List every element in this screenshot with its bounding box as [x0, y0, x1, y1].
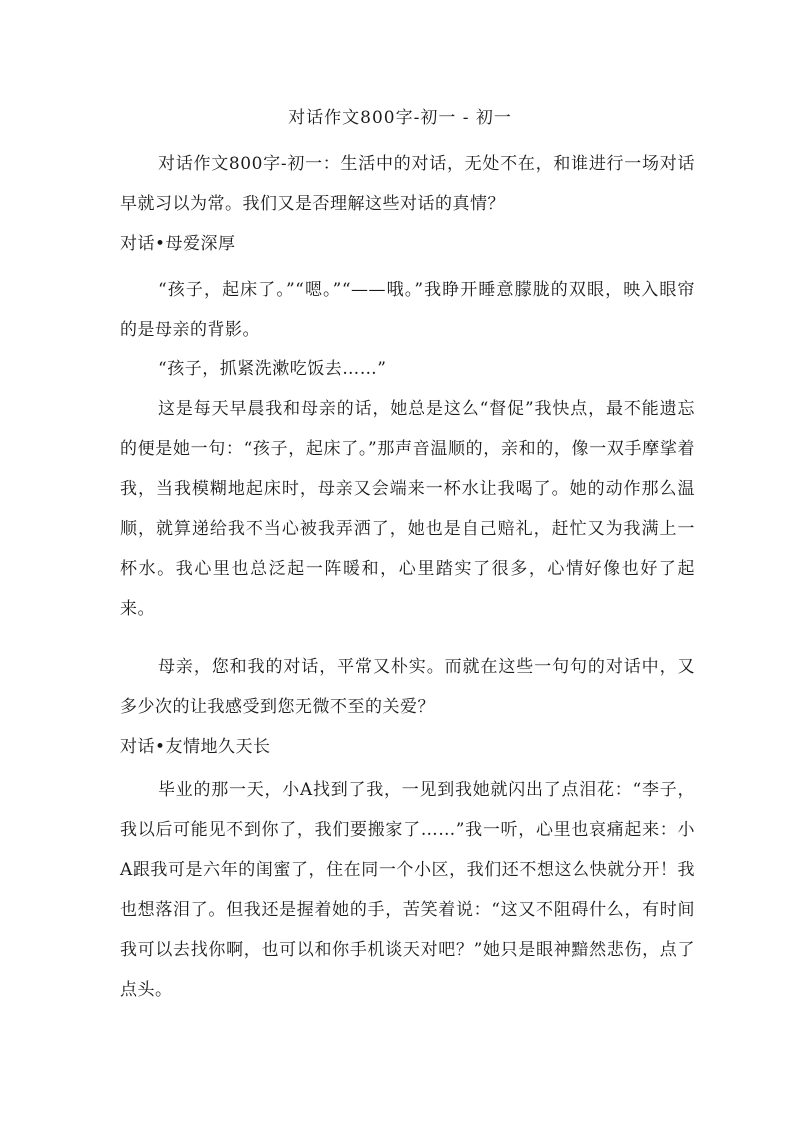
paragraph-mother-care: 这是每天早晨我和母亲的话，她总是这么“督促”我快点，最不能遗忘的便是她一句：“孩子，起床了。”那声音温顺的，亲和的，像一双手摩挲着我，当我模糊地起床时，母亲又会端来一杯水让我喝了。她的动作那么温顺，就算递给我不当心被我弄洒了，她也是自己赔礼，赶忙又为我满上一杯水。我心里也总泛起一阵暖和，心里踏实了很多，心情好像也好了起来。 — [120, 399, 695, 619]
intro-paragraph: 对话作文800字-初一：生活中的对话，无处不在，和谁进行一场对话早就习以为常。我们又是否理解这些对话的真情？ — [120, 154, 695, 214]
page-title: 对话作文800字-初一 - 初一 — [288, 108, 512, 128]
paragraph-morning-dialogue: “孩子，起床了。”“嗯。”“——哦。”我睁开睡意朦胧的双眼，映入眼帘的是母亲的背影。 — [120, 280, 695, 340]
paragraph-graduation: 毕业的那一天，小A找到了我，一见到我她就闪出了点泪花：“李子，我以后可能见不到你了，我们要搬家了……”我一听，心里也哀痛起来：小A跟我可是六年的闺蜜了，住在同一个小区，我们还不想这么快就分开！我也想落泪了。但我还是握着她的手，苦笑着说：“这又不阻碍什么，有时间我可以去找你啊，也可以和你手机谈天对吧？”她只是眼神黯然悲伤，点了点头。 — [120, 780, 695, 1000]
section-heading-mother: 对话•母爱深厚 — [120, 234, 236, 254]
paragraph-hurry: “孩子，抓紧洗漱吃饭去……” — [158, 359, 387, 379]
paragraph-mother-reflection: 母亲，您和我的对话，平常又朴实。而就在这些一句句的对话中，又多少次的让我感受到您无微不至的关爱？ — [120, 657, 695, 717]
section-heading-friendship: 对话•友情地久天长 — [120, 737, 271, 757]
